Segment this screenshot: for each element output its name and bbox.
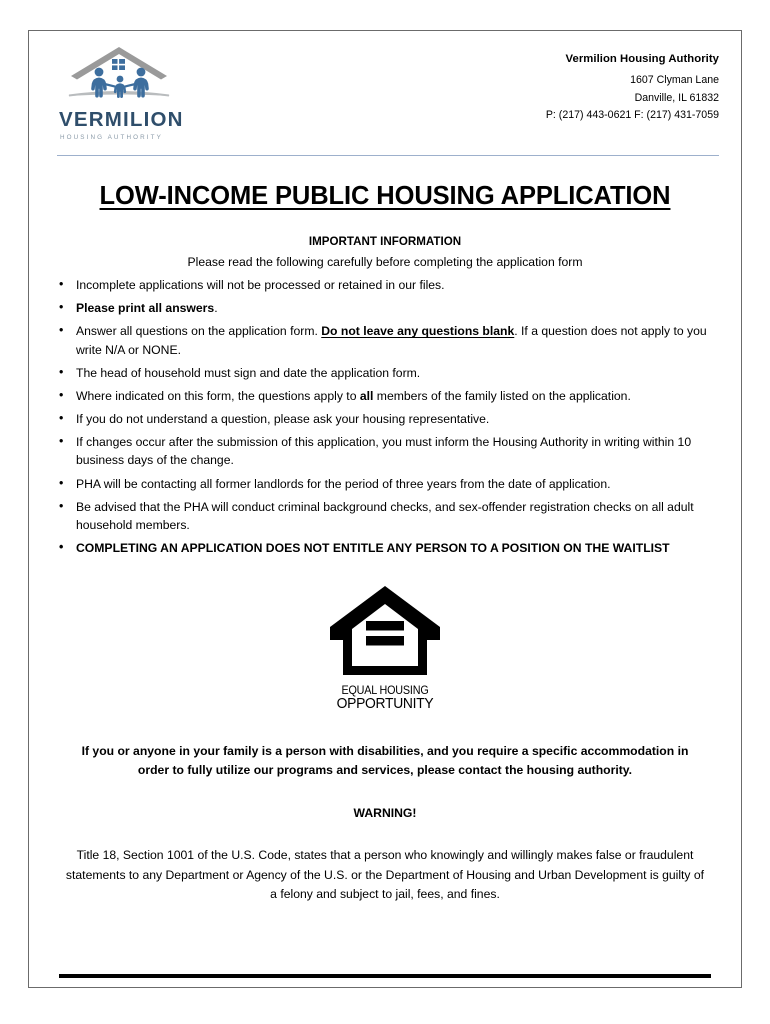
instruction-item — [29, 433, 741, 470]
instruction-item — [29, 364, 741, 383]
instruction-text: The head of household must sign and date the application form. — [76, 365, 421, 380]
instruction-item — [29, 276, 741, 295]
logo-wordmark: VERMILION — [59, 108, 184, 131]
instruction-item — [29, 387, 741, 406]
instruction-text: Please print all answers — [76, 301, 215, 316]
instruction-text: If you do not understand a question, please ask your housing representative. — [76, 411, 490, 426]
instruction-item — [29, 498, 741, 535]
equal-housing-opportunity-logo-icon — [326, 582, 444, 684]
instruction-item — [29, 299, 741, 318]
instruction-text: PHA will be contacting all former landlords for the period of three years from the date of application. — [76, 476, 611, 491]
instruction-text: If changes occur after the submission of this application, you must inform the Housing Authority in writing within 10 business days of the change. — [76, 434, 692, 468]
logo-subtitle: HOUSING AUTHORITY — [60, 133, 163, 141]
instructions-list — [29, 276, 741, 558]
warning-heading: WARNING! — [353, 805, 417, 820]
instruction-text: COMPLETING AN APPLICATION DOES NOT ENTITLE ANY PERSON TO A POSITION ON THE WAITLIST — [76, 541, 670, 556]
important-information-lead: Please read the following carefully before completing the application form — [187, 255, 583, 270]
instruction-text: members of the family listed on the application. — [373, 388, 631, 403]
page-title: LOW-INCOME PUBLIC HOUSING APPLICATION — [99, 182, 671, 211]
instruction-text: Where indicated on this form, the questions apply to — [76, 388, 360, 403]
instruction-item — [29, 322, 741, 359]
header-divider — [57, 155, 719, 157]
equal-housing-opportunity-block — [29, 582, 741, 712]
eho-line-1: EQUAL HOUSING — [341, 683, 429, 697]
address-line-2: Danville, IL 61832 — [634, 91, 719, 104]
instruction-text: Be advised that the PHA will conduct criminal background checks, and sex-offender registration checks on all adult household members. — [76, 499, 694, 533]
instruction-text: . If a question does not apply to you write N/A or NONE. — [76, 324, 707, 357]
instruction-text: . — [214, 301, 218, 316]
eho-line-2: OPPORTUNITY — [336, 696, 434, 713]
instruction-text: Do not leave any questions blank — [321, 324, 515, 339]
footer-divider — [59, 974, 711, 978]
organization-address — [546, 43, 719, 121]
document-header — [29, 31, 741, 141]
vermilion-logo — [57, 43, 217, 141]
organization-name: Vermilion Housing Authority — [565, 53, 719, 65]
vermilion-housing-authority-logo-icon — [57, 43, 185, 109]
instruction-text: all — [359, 388, 374, 403]
address-line-1: 1607 Clyman Lane — [630, 74, 719, 86]
legal-warning-text: Title 18, Section 1001 of the U.S. Code, states that a person who knowingly and willingly makes false or fraudulent statements to any Department or Agency of the U.S. or the Department of Housing and Urban Development is guilty of a felony and subject to jail, fees, and fines. — [65, 847, 705, 902]
instruction-item — [29, 410, 741, 429]
instruction-text: Incomplete applications will not be processed or retained in our files. — [76, 278, 445, 293]
instruction-text: Answer all questions on the application form. — [76, 324, 322, 339]
phone-fax-line: P: (217) 443-0621 F: (217) 431-7059 — [545, 109, 719, 121]
accommodation-notice: If you or anyone in your family is a person with disabilities, and you require a specific accommodation in order to fully utilize our programs and services, please contact the housing authority. — [81, 744, 689, 778]
important-information-heading: IMPORTANT INFORMATION — [308, 235, 462, 249]
instruction-item — [29, 539, 741, 558]
document-page — [28, 30, 742, 988]
instruction-item — [29, 475, 741, 494]
